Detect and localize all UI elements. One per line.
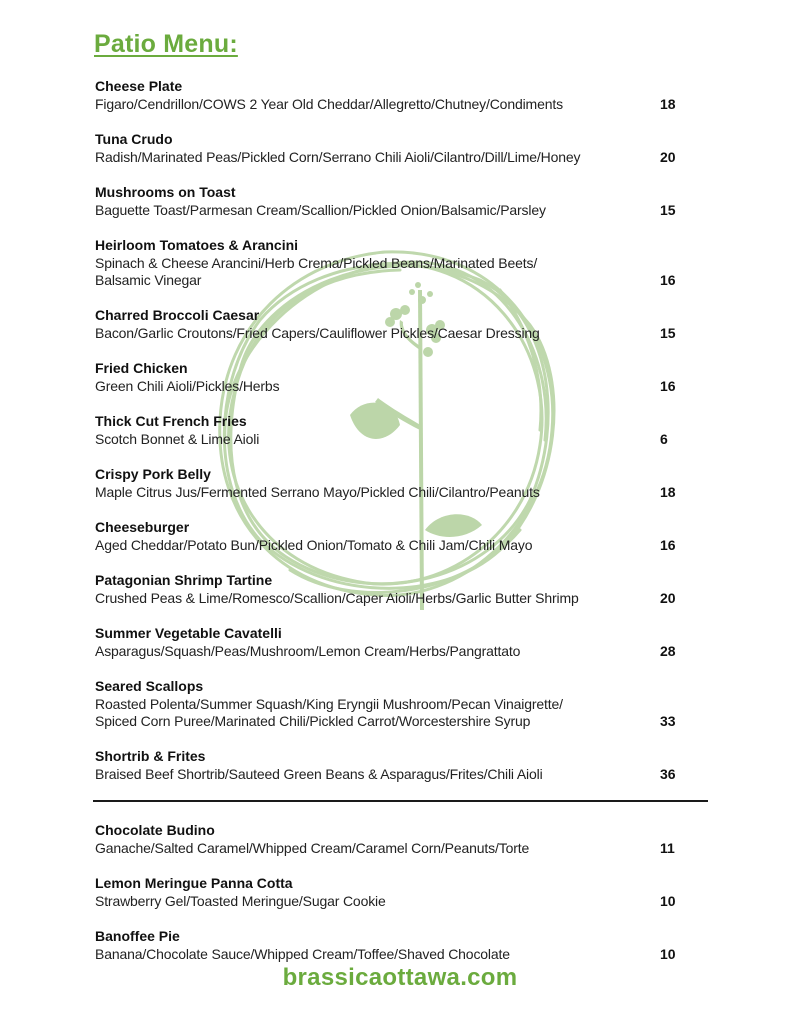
item-description: Roasted Polenta/Summer Squash/King Eryngii Mushroom/Pecan Vinaigrette/ — [95, 695, 563, 712]
item-description: Spinach & Cheese Arancini/Herb Crema/Pickled Beans/Marinated Beets/ — [95, 254, 538, 271]
menu-item — [95, 78, 685, 113]
item-description: Aged Cheddar/Potato Bun/Pickled Onion/Tomato & Chili Jam/Chili Mayo — [95, 536, 533, 553]
item-price: 18 — [660, 483, 676, 500]
item-description: Radish/Marinated Peas/Pickled Corn/Serrano Chili Aioli/Cilantro/Dill/Lime/Honey — [95, 148, 581, 165]
item-name: Summer Vegetable Cavatelli — [95, 625, 282, 641]
menu-item — [95, 237, 685, 290]
menu-item — [95, 519, 685, 554]
item-description: Spiced Corn Puree/Marinated Chili/Pickled Carrot/Worcestershire Syrup — [95, 713, 531, 729]
item-description: Maple Citrus Jus/Fermented Serrano Mayo/Pickled Chili/Cilantro/Peanuts — [95, 483, 540, 500]
section-divider — [93, 800, 708, 802]
item-name: Tuna Crudo — [95, 131, 173, 147]
item-description: Scotch Bonnet & Lime Aioli — [95, 430, 260, 447]
item-name: Banoffee Pie — [95, 928, 180, 944]
item-description: Baguette Toast/Parmesan Cream/Scallion/Pickled Onion/Balsamic/Parsley — [95, 201, 546, 218]
item-name: Patagonian Shrimp Tartine — [95, 572, 273, 588]
item-price: 16 — [660, 272, 676, 288]
item-description: Braised Beef Shortrib/Sauteed Green Beans & Asparagus/Frites/Chili Aioli — [95, 765, 543, 782]
item-name: Shortrib & Frites — [95, 748, 206, 764]
item-description: Banana/Chocolate Sauce/Whipped Cream/Toffee/Shaved Chocolate — [95, 945, 510, 962]
menu-item — [95, 466, 685, 501]
item-price: 20 — [660, 148, 676, 165]
menu-item — [95, 822, 685, 857]
item-description: Asparagus/Squash/Peas/Mushroom/Lemon Cream/Herbs/Pangrattato — [95, 642, 521, 659]
item-description: Ganache/Salted Caramel/Whipped Cream/Caramel Corn/Peanuts/Torte — [95, 839, 530, 856]
item-price: 33 — [660, 713, 676, 729]
menu-item — [95, 928, 685, 963]
item-name: Heirloom Tomatoes & Arancini — [95, 237, 299, 253]
item-name: Thick Cut French Fries — [95, 413, 247, 429]
item-description: Bacon/Garlic Croutons/Fried Capers/Cauliflower Pickles/Caesar Dressing — [95, 324, 540, 341]
item-description: Green Chili Aioli/Pickles/Herbs — [95, 377, 280, 394]
item-price: 11 — [660, 839, 675, 856]
item-description: Balsamic Vinegar — [95, 272, 202, 288]
item-name: Mushrooms on Toast — [95, 184, 236, 200]
item-price: 16 — [660, 536, 676, 553]
item-price: 36 — [660, 765, 676, 782]
item-name: Chocolate Budino — [95, 822, 215, 838]
menu-item — [95, 131, 685, 166]
item-name: Fried Chicken — [95, 360, 188, 376]
menu-item — [95, 307, 685, 342]
menu-item — [95, 360, 685, 395]
item-name: Lemon Meringue Panna Cotta — [95, 875, 293, 891]
item-price: 15 — [660, 201, 676, 218]
menu-item — [95, 875, 685, 910]
item-name: Cheeseburger — [95, 519, 190, 535]
menu-item — [95, 748, 685, 783]
item-price: 28 — [660, 642, 676, 659]
item-name: Seared Scallops — [95, 678, 204, 694]
item-price: 18 — [660, 95, 676, 112]
item-name: Crispy Pork Belly — [95, 466, 211, 482]
item-name: Charred Broccoli Caesar — [95, 307, 260, 323]
item-name: Cheese Plate — [95, 78, 183, 94]
item-price: 6 — [660, 430, 668, 447]
menu-item — [95, 625, 685, 660]
item-price: 10 — [660, 945, 676, 962]
item-price: 10 — [660, 892, 676, 909]
menu-item — [95, 184, 685, 219]
item-description: Crushed Peas & Lime/Romesco/Scallion/Caper Aioli/Herbs/Garlic Butter Shrimp — [95, 589, 579, 606]
page-title: Patio Menu: — [94, 30, 238, 58]
website-link[interactable]: brassicaottawa.com — [282, 964, 518, 991]
item-description: Strawberry Gel/Toasted Meringue/Sugar Cookie — [95, 892, 386, 909]
item-price: 20 — [660, 589, 676, 606]
menu-item — [95, 572, 685, 607]
menu-item — [95, 413, 685, 448]
item-price: 15 — [660, 324, 676, 341]
menu-item — [95, 678, 685, 731]
item-price: 16 — [660, 377, 676, 394]
item-description: Figaro/Cendrillon/COWS 2 Year Old Cheddar/Allegretto/Chutney/Condiments — [95, 95, 563, 112]
